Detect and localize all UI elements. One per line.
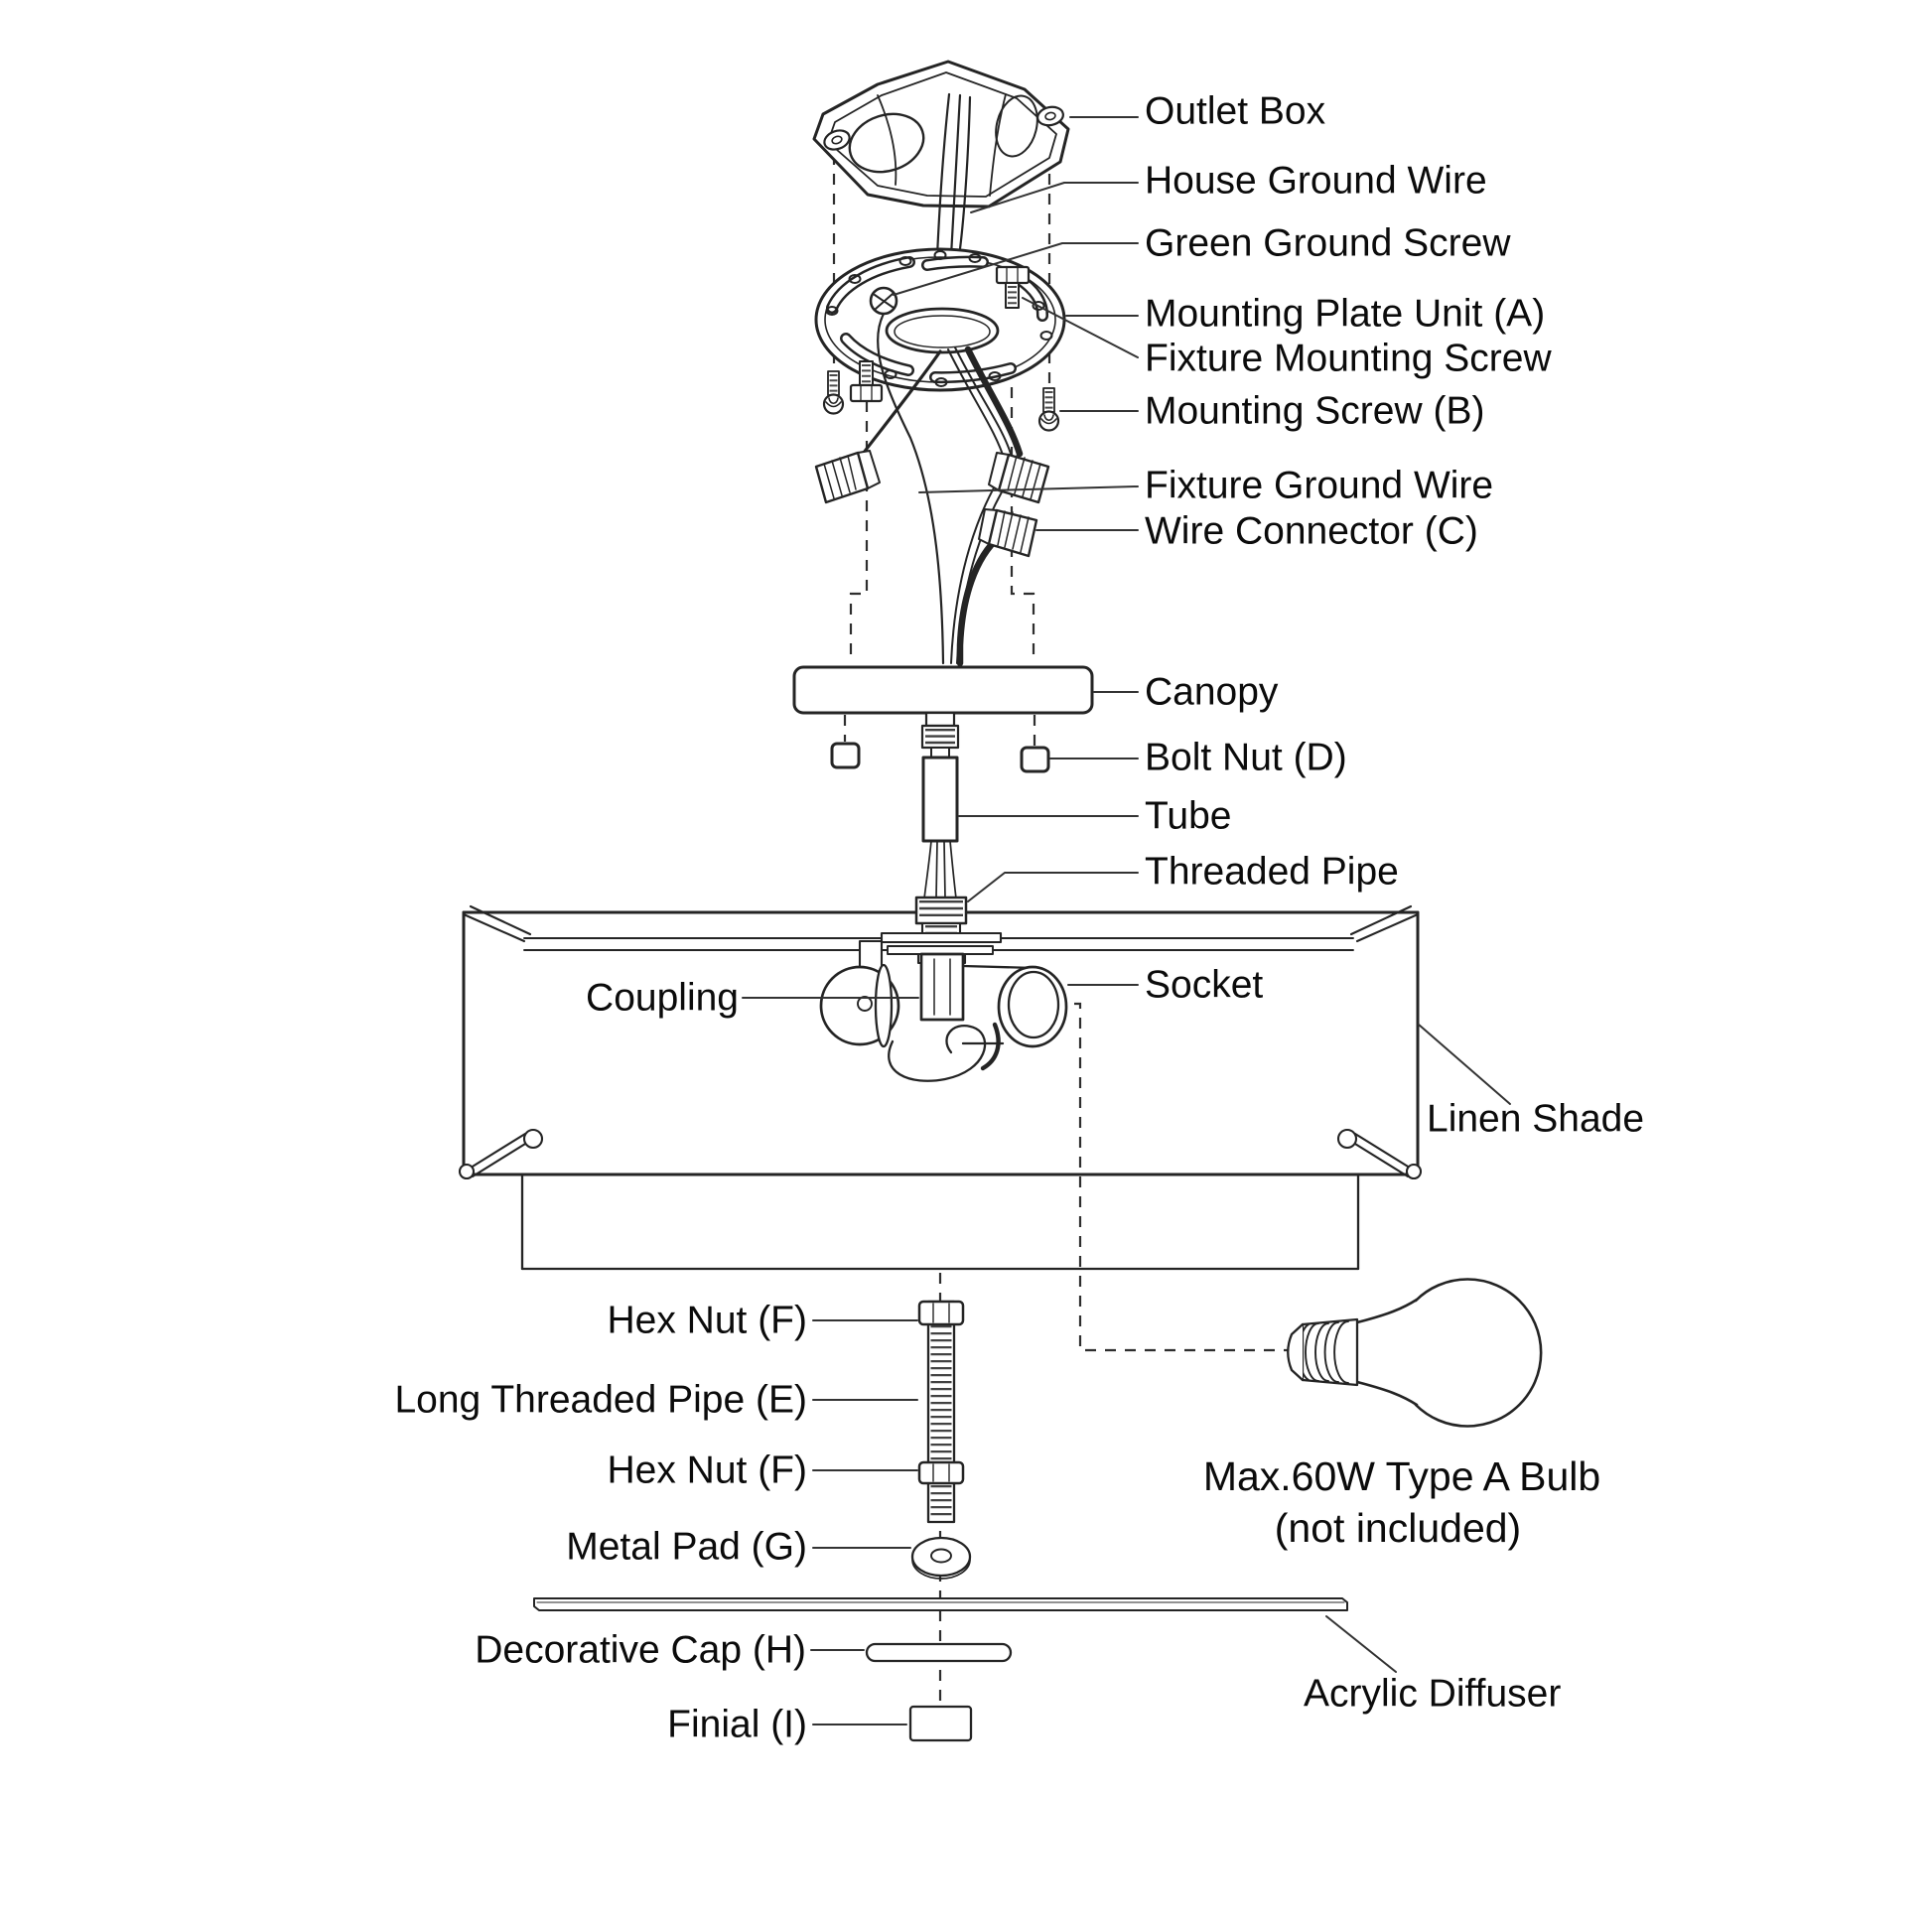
threaded-pipe-drawing <box>916 897 966 935</box>
hex-nut-lower-drawing <box>919 1462 963 1483</box>
label-mounting-screw-b: Mounting Screw (B) <box>1145 389 1485 433</box>
socket-left-drawing <box>821 965 898 1046</box>
label-mounting-plate-unit: Mounting Plate Unit (A) <box>1145 292 1546 336</box>
metal-pad-drawing <box>912 1538 970 1579</box>
leader-threaded-pipe <box>968 873 1138 901</box>
shade-bottom-frame <box>522 1174 1358 1269</box>
label-hex-nut-f-upper: Hex Nut (F) <box>607 1299 807 1342</box>
finial-drawing <box>910 1707 971 1740</box>
mounting-plate-drawing <box>816 249 1064 401</box>
label-outlet-box: Outlet Box <box>1145 89 1326 133</box>
label-bulb-note-line2: (not included) <box>1274 1505 1522 1551</box>
green-ground-screw-drawing <box>871 288 897 314</box>
bolt-nut-d-left <box>832 744 859 767</box>
label-canopy: Canopy <box>1145 670 1279 714</box>
socket-right-drawing <box>963 966 1066 1046</box>
label-acrylic-diffuser: Acrylic Diffuser <box>1304 1672 1562 1716</box>
mounting-screw-b-left <box>824 371 843 414</box>
label-bolt-nut-d: Bolt Nut (D) <box>1145 736 1347 779</box>
socket-assembly-drawing <box>821 933 1066 1081</box>
label-metal-pad-g: Metal Pad (G) <box>566 1525 807 1569</box>
acrylic-diffuser-drawing <box>534 1598 1347 1610</box>
leader-acrylic-diffuser <box>1326 1616 1396 1672</box>
label-tube: Tube <box>1145 794 1232 838</box>
leader-linen-shade <box>1419 1025 1510 1104</box>
socket-wire-loop <box>889 1026 985 1081</box>
wire-connectors-drawing <box>816 451 1048 556</box>
label-fixture-mounting-screw: Fixture Mounting Screw <box>1145 337 1552 380</box>
bolt-nut-d-right <box>1022 748 1048 771</box>
decorative-cap-drawing <box>867 1644 1011 1661</box>
rod-assembly-drawing <box>912 1302 970 1579</box>
label-wire-connector-c: Wire Connector (C) <box>1145 509 1478 553</box>
label-green-ground-screw: Green Ground Screw <box>1145 221 1511 265</box>
wire-connector-left <box>816 451 880 502</box>
label-fixture-ground-wire: Fixture Ground Wire <box>1145 464 1494 507</box>
label-long-threaded-pipe-e: Long Threaded Pipe (E) <box>394 1378 807 1422</box>
label-finial-i: Finial (I) <box>667 1703 807 1746</box>
bulb-drawing <box>1288 1280 1541 1427</box>
label-house-ground-wire: House Ground Wire <box>1145 159 1487 203</box>
label-bulb-note-line1: Max.60W Type A Bulb <box>1202 1453 1601 1499</box>
hex-nut-upper-drawing <box>919 1302 963 1324</box>
shade-spider-arm-right <box>1338 1130 1421 1178</box>
label-threaded-pipe: Threaded Pipe <box>1145 850 1399 894</box>
label-coupling: Coupling <box>586 976 739 1020</box>
coupling-drawing <box>918 954 965 1020</box>
mounting-screw-b-right <box>1039 388 1058 431</box>
shade-spider-arm-left <box>460 1130 542 1178</box>
label-linen-shade: Linen Shade <box>1427 1097 1645 1141</box>
label-decorative-cap-h: Decorative Cap (H) <box>475 1628 806 1672</box>
tube-drawing <box>923 758 957 898</box>
wire-connector-right-upper <box>989 453 1048 502</box>
label-hex-nut-f-lower: Hex Nut (F) <box>607 1449 807 1492</box>
label-socket: Socket <box>1145 963 1264 1007</box>
